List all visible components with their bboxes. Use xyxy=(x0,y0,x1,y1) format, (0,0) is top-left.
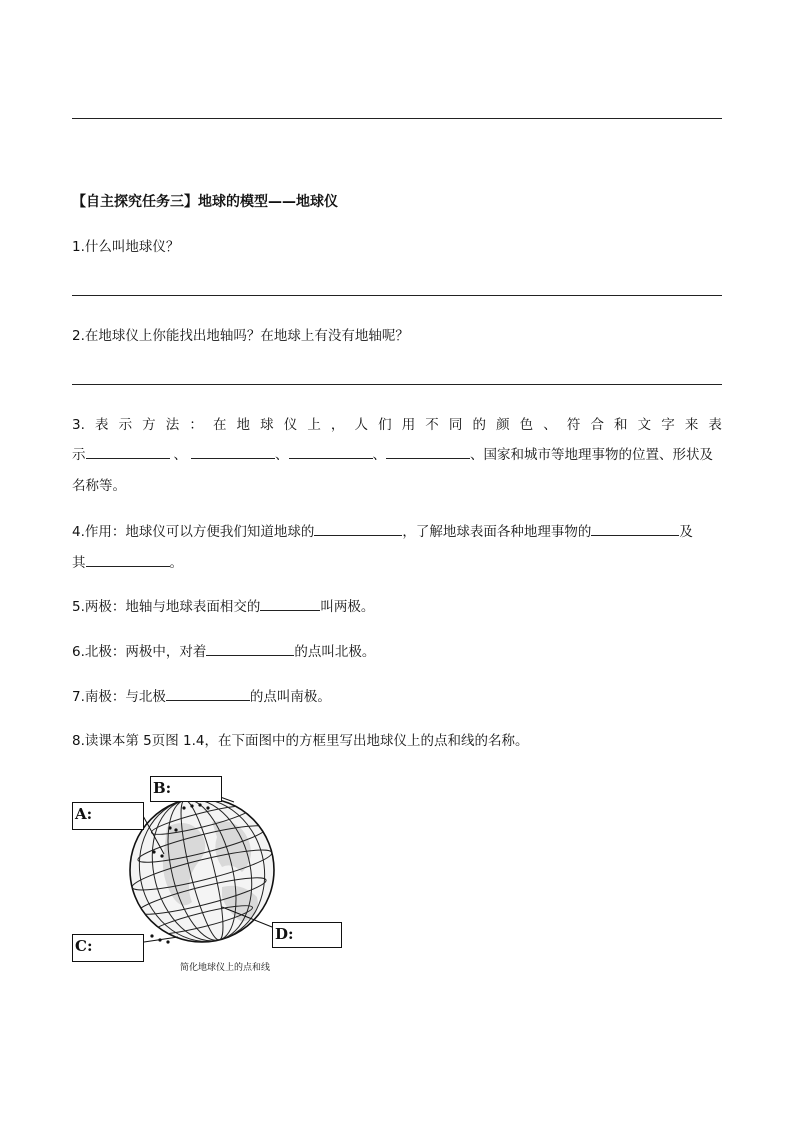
q3-line1-char: 3. xyxy=(72,417,85,433)
question-7 xyxy=(72,686,722,707)
q7-blank[interactable] xyxy=(166,686,250,701)
q3-line1-char: 球 xyxy=(260,417,274,433)
q3-line1-char: 们 xyxy=(378,417,392,433)
q5-text-1: 5.两极：地轴与地球表面相交的 xyxy=(72,599,261,615)
q4-text-3: 及 xyxy=(679,524,693,540)
label-box-c[interactable] xyxy=(72,934,144,962)
label-box-b[interactable] xyxy=(150,776,222,802)
q3-line1-char: ： xyxy=(189,417,203,433)
q3-line1-char: 字 xyxy=(661,417,675,433)
question-5 xyxy=(72,596,722,617)
q3-line1-char: 合 xyxy=(590,417,604,433)
question-6 xyxy=(72,641,722,662)
q7-text-1: 7.南极：与北极 xyxy=(72,689,166,705)
question-3-line-1 xyxy=(72,415,722,435)
q4-blank-1[interactable] xyxy=(314,521,402,536)
answer-line-1[interactable] xyxy=(72,295,722,296)
q5-blank[interactable] xyxy=(260,596,320,611)
q3-line1-char: 同 xyxy=(448,417,463,433)
q3-line1-char: 的 xyxy=(472,417,486,433)
q3-line1-char: 符 xyxy=(566,417,581,433)
question-8: 8.读课本第 5页图 1.4，在下面图中的方框里写出地球仪上的点和线的名称。 xyxy=(72,733,529,749)
question-4-line-2 xyxy=(72,552,722,573)
q3-line1-char: 表 xyxy=(708,417,722,433)
question-4-line-1 xyxy=(72,521,722,542)
label-box-a[interactable] xyxy=(72,802,144,830)
q3-line1-char: 上 xyxy=(307,417,321,433)
q3-line1-char: 表 xyxy=(94,417,109,433)
q3-line1-char: 在 xyxy=(212,417,227,433)
globe-figure xyxy=(72,772,344,976)
q6-text-2: 的点叫北极。 xyxy=(294,644,376,660)
label-d-text: D: xyxy=(275,925,294,943)
q7-text-2: 的点叫南极。 xyxy=(249,689,331,705)
q3-text-end: 、国家和城市等地理事物的位置、形状及 xyxy=(470,447,713,463)
question-2: 2.在地球仪上你能找出地轴吗？在地球上有没有地轴呢？ xyxy=(72,328,409,344)
q3-line1-char: 和 xyxy=(614,417,628,433)
q3-line1-char: 人 xyxy=(354,417,369,433)
label-box-d[interactable] xyxy=(272,922,342,948)
answer-line-2[interactable] xyxy=(72,384,722,385)
q4-text-4: 其 xyxy=(72,555,86,571)
q4-blank-3[interactable] xyxy=(86,552,170,567)
q3-line1-char: 仪 xyxy=(283,417,298,433)
q3-line1-char: 地 xyxy=(236,417,251,433)
section-title: 【自主探究任务三】地球的模型——地球仪 xyxy=(72,194,338,210)
q3-line1-char: 文 xyxy=(637,417,652,433)
q3-line1-char: 法 xyxy=(165,417,180,433)
q4-blank-2[interactable] xyxy=(591,521,679,536)
q3-line1-char: 用 xyxy=(401,417,416,433)
question-3-line-3: 名称等。 xyxy=(72,478,126,494)
question-3-line-2 xyxy=(72,444,722,465)
label-b-text: B: xyxy=(153,779,172,797)
q3-line1-char: 方 xyxy=(142,417,156,433)
label-c-text: C: xyxy=(75,937,93,955)
q3-blank-3[interactable] xyxy=(289,444,373,459)
q3-blank-1[interactable] xyxy=(86,444,170,459)
label-a-text: A: xyxy=(75,805,93,823)
q3-line1-char: 来 xyxy=(684,417,699,433)
q3-line1-char: 不 xyxy=(425,417,439,433)
q6-text-1: 6.北极：两极中，对着 xyxy=(72,644,207,660)
q5-text-2: 叫两极。 xyxy=(320,599,375,615)
q3-line1-char: ， xyxy=(330,417,345,433)
question-1: 1.什么叫地球仪？ xyxy=(72,239,180,255)
q4-text-1: 4.作用：地球仪可以方便我们知道地球的 xyxy=(72,524,315,540)
figure-caption: 简化地球仪上的点和线 xyxy=(180,963,271,973)
q4-text-2: ，了解地球表面各种地理事物的 xyxy=(402,524,592,540)
q3-sep-2: 、 xyxy=(275,447,289,463)
q6-blank[interactable] xyxy=(206,641,294,656)
q3-line1-char: 、 xyxy=(543,417,557,433)
q3-line1-char: 颜 xyxy=(496,417,510,433)
header-rule xyxy=(72,118,722,119)
q3-blank-4[interactable] xyxy=(386,444,470,459)
q3-line1-char: 色 xyxy=(519,417,534,433)
q3-line1-char: 示 xyxy=(118,417,133,433)
q3-blank-2[interactable] xyxy=(191,444,275,459)
q3-sep-1: 、 xyxy=(173,447,187,463)
q3-sep-3: 、 xyxy=(372,447,386,463)
q4-text-5: 。 xyxy=(169,555,183,571)
q3-text-start: 示 xyxy=(72,447,86,463)
